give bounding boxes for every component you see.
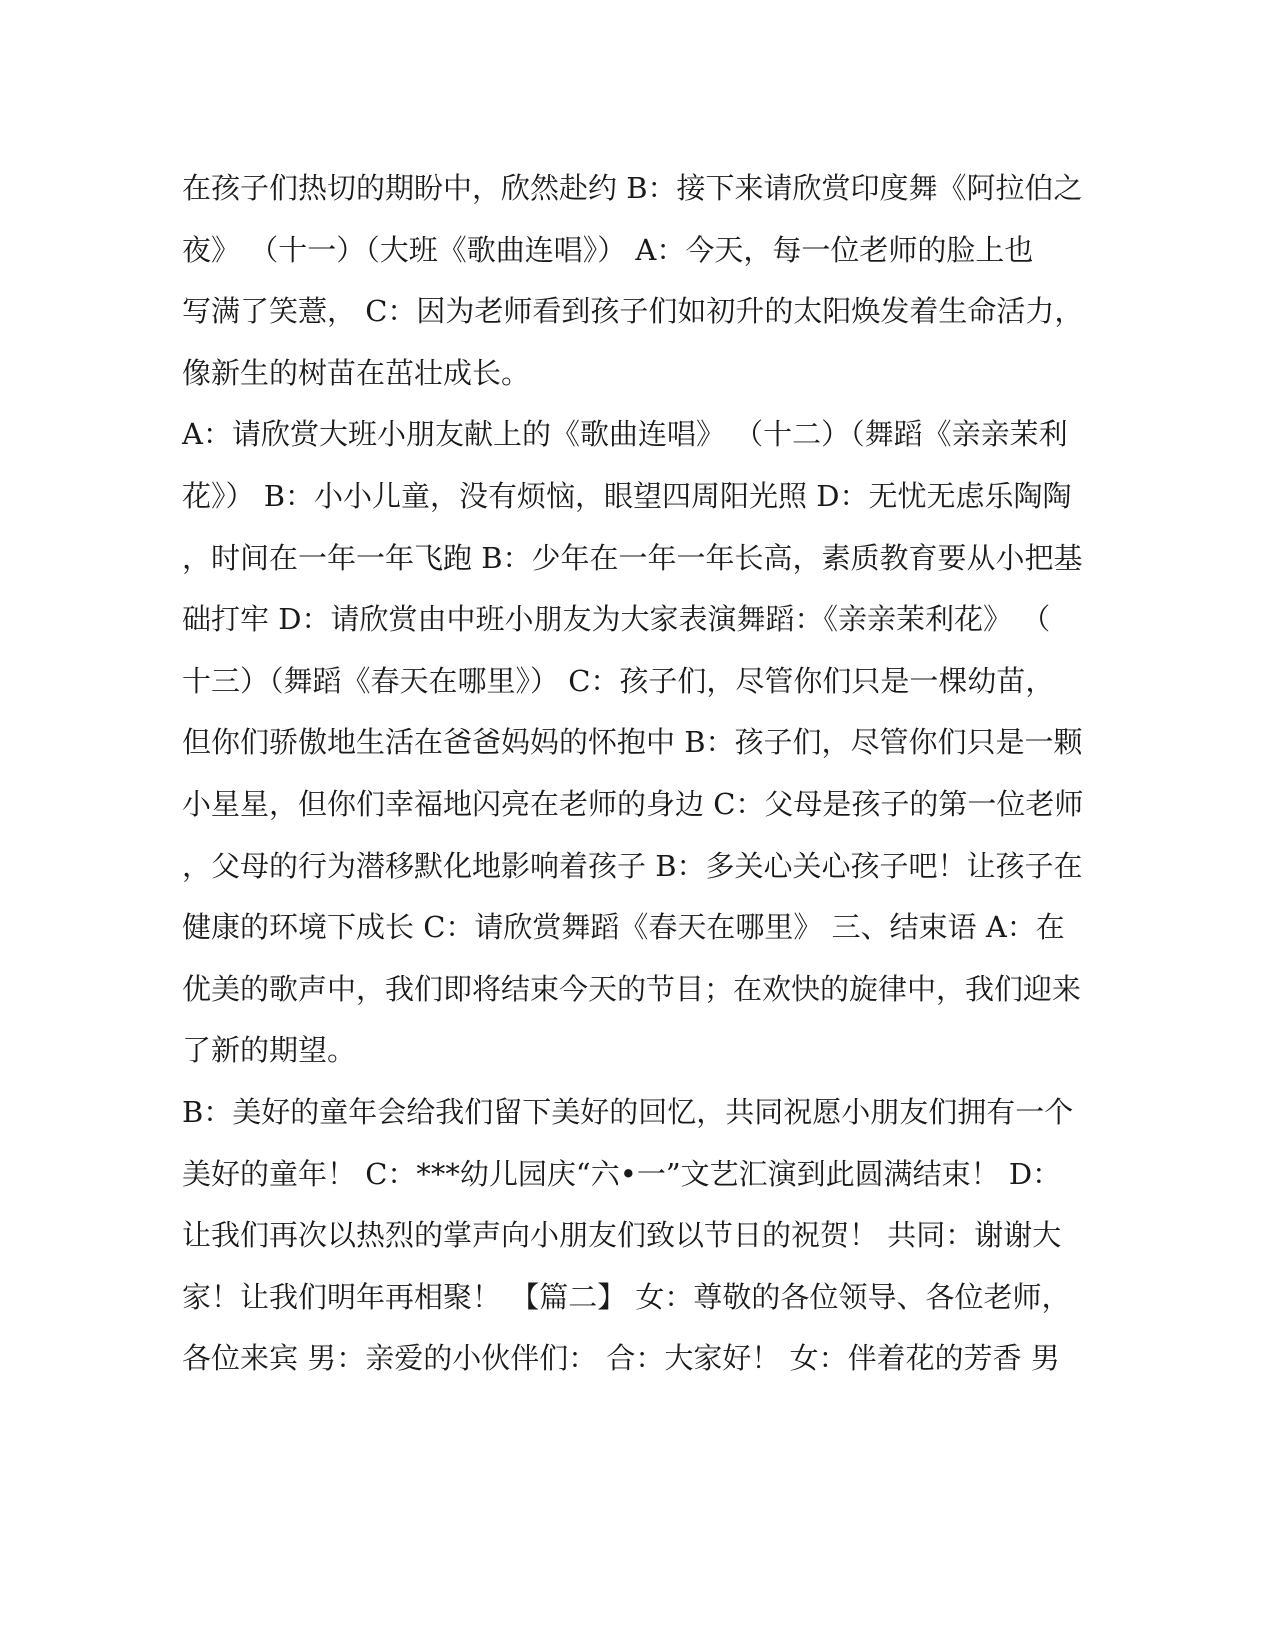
text-line: 花》） B：小小儿童，没有烦恼，眼望四周阳光照 D：无忧无虑乐陶陶	[182, 478, 1072, 513]
text-line: 但你们骄傲地生活在爸爸妈妈的怀抱中 B：孩子们，尽管你们只是一颗	[182, 725, 1083, 760]
text-line: A：请欣赏大班小朋友献上的《歌曲连唱》 （十二）（舞蹈《亲亲茉利	[182, 417, 1068, 452]
text-line: 美好的童年！ C：***幼儿园庆“六•一”文艺汇演到此圆满结束！ D：	[182, 1156, 1062, 1191]
text-line: 各位来宾 男：亲爱的小伙伴们： 合：大家好！ 女：伴着花的芳香 男	[182, 1341, 1060, 1376]
text-line: ，时间在一年一年飞跑 B：少年在一年一年长高，素质教育要从小把基	[182, 540, 1083, 575]
text-line: B：美好的童年会给我们留下美好的回忆，共同祝愿小朋友们拥有一个	[182, 1094, 1074, 1129]
text-line: 十三）（舞蹈《春天在哪里》） C：孩子们，尽管你们只是一棵幼苗，	[182, 663, 1055, 698]
text-line: 优美的歌声中，我们即将结束今天的节目；在欢快的旋律中，我们迎来	[182, 971, 1082, 1006]
text-line: ，父母的行为潜移默化地影响着孩子 B：多关心关心孩子吧！让孩子在	[182, 848, 1083, 883]
text-line: 础打牢 D：请欣赏由中班小朋友为大家表演舞蹈：《亲亲茉利花》 （	[182, 602, 1051, 637]
text-line: 了新的期望。	[182, 1033, 357, 1068]
text-line: 小星星，但你们幸福地闪亮在老师的身边 C：父母是孩子的第一位老师	[182, 786, 1084, 821]
text-line: 让我们再次以热烈的掌声向小朋友们致以节日的祝贺！ 共同：谢谢大	[182, 1218, 1062, 1253]
body-text	[182, 158, 1082, 1390]
text-line: 家！让我们明年再相聚！ 【篇二】 女：尊敬的各位领导、各位老师，	[182, 1279, 1071, 1314]
text-line: 像新生的树苗在茁壮成长。	[182, 355, 531, 390]
text-line: 在孩子们热切的期盼中，欣然赴约 B：接下来请欣赏印度舞《阿拉伯之	[182, 171, 1083, 205]
text-line: 夜》 （十一）（大班《歌曲连唱》） A：今天，每一位老师的脸上也	[182, 232, 1034, 267]
text-line: 健康的环境下成长 C：请欣赏舞蹈《春天在哪里》 三、结束语 A：在	[182, 910, 1065, 945]
text-line: 写满了笑薏， C：因为老师看到孩子们如初升的太阳焕发着生命活力，	[182, 294, 1084, 329]
